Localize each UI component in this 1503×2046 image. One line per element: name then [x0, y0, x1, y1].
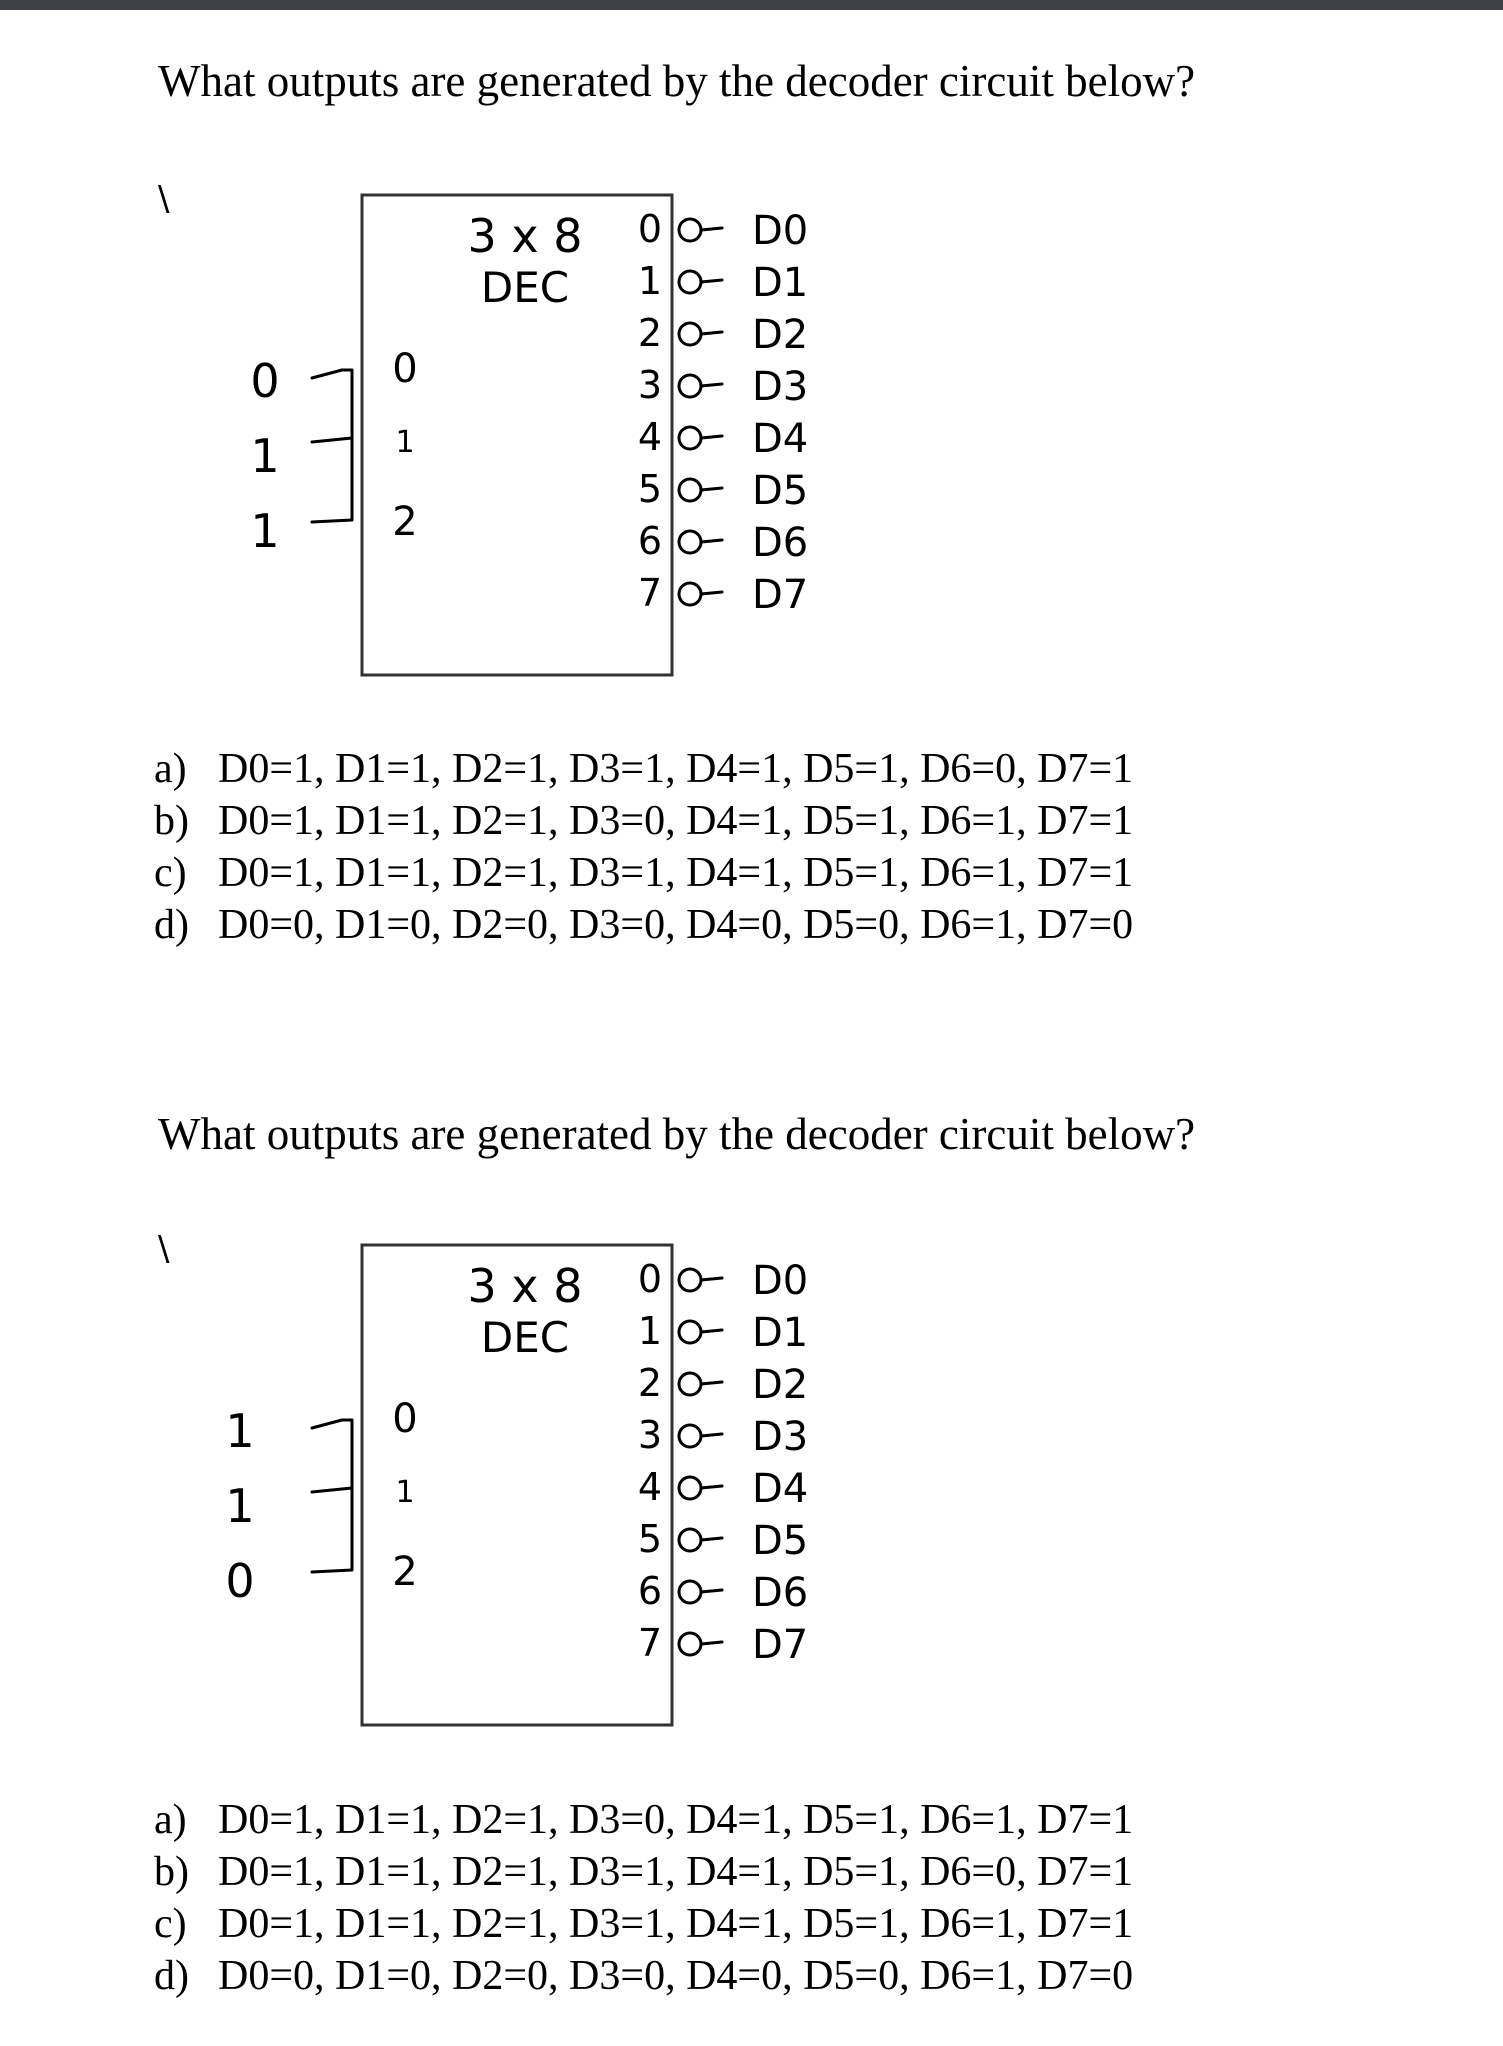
- input-wires: [312, 370, 352, 522]
- output-pin-label: 4: [637, 415, 663, 459]
- option-text: D0=0, D1=0, D2=0, D3=0, D4=0, D5=0, D6=1, D7=0: [218, 902, 1134, 948]
- input-value: 0: [225, 1554, 255, 1608]
- output-name: D3: [752, 1414, 809, 1460]
- decoder-circuit-1: [0, 160, 1503, 720]
- decoder-label-type: DEC: [480, 1313, 570, 1362]
- output-pin-label: 0: [637, 207, 663, 251]
- output-name: D0: [752, 1258, 809, 1304]
- option-d[interactable]: [154, 899, 1133, 951]
- output-pins: [638, 207, 662, 615]
- input-value: 1: [250, 429, 280, 483]
- decoder-label-type: DEC: [480, 263, 570, 312]
- input-value: 1: [225, 1479, 255, 1533]
- question-2-prompt: What outputs are generated by the decoder circuit below?: [158, 1109, 1196, 1159]
- output-pin-label: 3: [637, 363, 663, 407]
- output-name: D1: [752, 1310, 809, 1356]
- stray-mark: \: [158, 179, 170, 219]
- decoder-circuit-2: [0, 1210, 1503, 1770]
- option-letter: c): [154, 1901, 187, 1947]
- output-pin-label: 1: [637, 1309, 663, 1353]
- output-pin-label: 0: [637, 1257, 663, 1301]
- output-pin-label: 1: [637, 259, 663, 303]
- question-1-prompt: What outputs are generated by the decoder circuit below?: [158, 56, 1196, 106]
- output-name: D6: [752, 520, 809, 566]
- option-letter: a): [154, 1797, 187, 1843]
- output-pin-label: 4: [637, 1465, 663, 1509]
- output-name: D0: [752, 208, 809, 254]
- option-d[interactable]: [154, 1950, 1133, 2002]
- option-a[interactable]: [154, 1794, 1133, 1846]
- output-name: D4: [752, 416, 809, 462]
- output-name: D1: [752, 260, 809, 306]
- output-pin-label: 5: [637, 467, 663, 511]
- output-bubbles: [679, 1269, 722, 1655]
- option-letter: a): [154, 746, 187, 792]
- output-name: D6: [752, 1570, 809, 1616]
- question-1-options: [154, 743, 1133, 951]
- option-letter: d): [154, 902, 189, 948]
- output-pin-label: 2: [637, 1361, 663, 1405]
- input-value: 0: [250, 354, 280, 408]
- decoder-label-size: 3 x 8: [467, 1259, 583, 1313]
- option-text: D0=1, D1=1, D2=1, D3=1, D4=1, D5=1, D6=1, D7=1: [218, 850, 1134, 896]
- option-text: D0=1, D1=1, D2=1, D3=1, D4=1, D5=1, D6=0, D7=1: [218, 1849, 1134, 1895]
- option-b[interactable]: [154, 795, 1133, 847]
- output-bubbles: [679, 219, 722, 605]
- output-pin-label: 5: [637, 1517, 663, 1561]
- input-pin-label: 0: [392, 1396, 418, 1442]
- option-letter: b): [154, 1849, 189, 1895]
- option-letter: d): [154, 1953, 189, 1999]
- stray-mark: \: [158, 1229, 170, 1269]
- output-pin-label: 2: [637, 311, 663, 355]
- option-b[interactable]: [154, 1846, 1133, 1898]
- option-text: D0=1, D1=1, D2=1, D3=1, D4=1, D5=1, D6=1, D7=1: [218, 1901, 1134, 1947]
- output-pin-label: 3: [637, 1413, 663, 1457]
- viewer-top-bar: [0, 0, 1503, 10]
- input-pin-label: 0: [392, 346, 418, 392]
- output-names: [752, 1258, 808, 1668]
- output-name: D7: [752, 1622, 809, 1668]
- option-text: D0=1, D1=1, D2=1, D3=0, D4=1, D5=1, D6=1, D7=1: [218, 798, 1134, 844]
- option-text: D0=0, D1=0, D2=0, D3=0, D4=0, D5=0, D6=1, D7=0: [218, 1953, 1134, 1999]
- input-pin-label: 1: [395, 425, 415, 460]
- output-name: D3: [752, 364, 809, 410]
- option-letter: b): [154, 798, 189, 844]
- input-pin-label: 2: [392, 1549, 418, 1595]
- output-name: D4: [752, 1466, 809, 1512]
- output-name: D2: [752, 312, 809, 358]
- output-pins: [638, 1257, 662, 1665]
- option-text: D0=1, D1=1, D2=1, D3=1, D4=1, D5=1, D6=0, D7=1: [218, 746, 1134, 792]
- input-wires: [312, 1420, 352, 1572]
- output-pin-label: 7: [637, 571, 663, 615]
- output-name: D5: [752, 468, 809, 514]
- input-pin-label: 2: [392, 499, 418, 545]
- output-name: D2: [752, 1362, 809, 1408]
- output-name: D5: [752, 1518, 809, 1564]
- output-pin-label: 7: [637, 1621, 663, 1665]
- option-c[interactable]: [154, 847, 1133, 899]
- input-value: 1: [250, 504, 280, 558]
- output-pin-label: 6: [637, 1569, 663, 1613]
- question-2-options: [154, 1794, 1133, 2002]
- output-name: D7: [752, 572, 809, 618]
- input-pin-label: 1: [395, 1475, 415, 1510]
- output-pin-label: 6: [637, 519, 663, 563]
- decoder-label-size: 3 x 8: [467, 209, 583, 263]
- option-c[interactable]: [154, 1898, 1133, 1950]
- input-value: 1: [225, 1404, 255, 1458]
- output-names: [752, 208, 808, 618]
- option-text: D0=1, D1=1, D2=1, D3=0, D4=1, D5=1, D6=1, D7=1: [218, 1797, 1134, 1843]
- option-letter: c): [154, 850, 187, 896]
- option-a[interactable]: [154, 743, 1133, 795]
